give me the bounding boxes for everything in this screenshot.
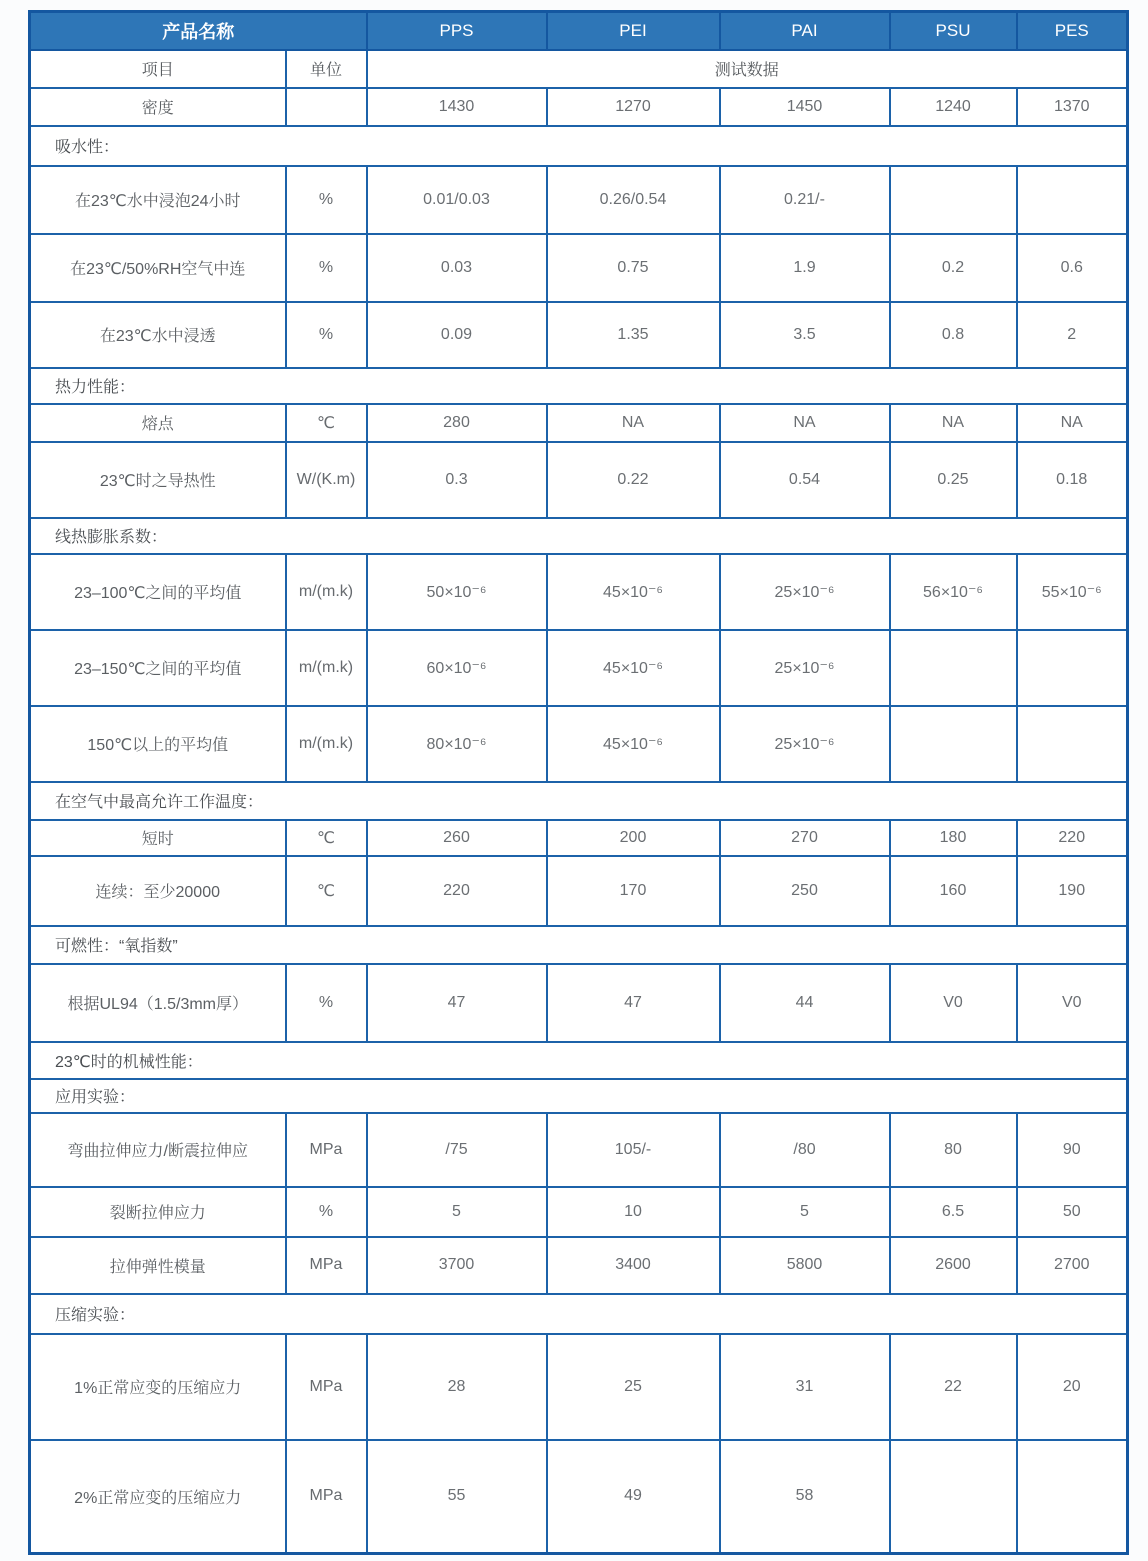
row-label-cell: 根据UL94（1.5/3mm厚） — [30, 964, 286, 1042]
section-row — [30, 926, 1128, 964]
value-cell — [1017, 166, 1128, 234]
table-body — [30, 88, 1128, 1554]
section-label-cell: 吸水性： — [30, 126, 1128, 166]
row-label-cell: 拉伸弹性模量 — [30, 1237, 286, 1294]
section-label-cell: 线热膨胀系数： — [30, 518, 1128, 554]
unit-cell: % — [286, 1187, 367, 1237]
value-cell: 2700 — [1017, 1237, 1128, 1294]
value-cell: 45×10⁻⁶ — [547, 706, 720, 782]
value-cell: 0.2 — [890, 234, 1017, 302]
value-cell: 28 — [367, 1334, 547, 1440]
unit-cell: % — [286, 234, 367, 302]
unit-label-cell: 单位 — [286, 50, 367, 88]
section-label-cell: 应用实验： — [30, 1079, 1128, 1113]
table-row — [30, 1187, 1128, 1237]
section-label-cell: 可燃性：“氧指数” — [30, 926, 1128, 964]
product-header-pei: PEI — [547, 12, 720, 50]
value-cell: 160 — [890, 856, 1017, 926]
section-row — [30, 1079, 1128, 1113]
value-cell: 190 — [1017, 856, 1128, 926]
section-label-cell: 热力性能： — [30, 368, 1128, 404]
value-cell: 47 — [367, 964, 547, 1042]
unit-cell: m/(m.k) — [286, 554, 367, 630]
value-cell: V0 — [890, 964, 1017, 1042]
row-label-cell: 23–100℃之间的平均值 — [30, 554, 286, 630]
value-cell: 20 — [1017, 1334, 1128, 1440]
value-cell: NA — [890, 404, 1017, 442]
section-row — [30, 518, 1128, 554]
unit-cell: MPa — [286, 1334, 367, 1440]
value-cell: 5 — [720, 1187, 890, 1237]
value-cell: 31 — [720, 1334, 890, 1440]
value-cell: 45×10⁻⁶ — [547, 554, 720, 630]
value-cell: 50×10⁻⁶ — [367, 554, 547, 630]
table-row — [30, 1113, 1128, 1187]
unit-cell: W/(K.m) — [286, 442, 367, 518]
row-label-cell: 在23℃/50%RH空气中连 — [30, 234, 286, 302]
value-cell: 1370 — [1017, 88, 1128, 126]
row-label-cell: 连续：至少20000 — [30, 856, 286, 926]
value-cell: 5800 — [720, 1237, 890, 1294]
unit-cell: MPa — [286, 1113, 367, 1187]
product-header-row — [30, 12, 1128, 50]
value-cell: 220 — [1017, 820, 1128, 856]
unit-cell: % — [286, 166, 367, 234]
value-cell: 270 — [720, 820, 890, 856]
section-row — [30, 1294, 1128, 1334]
value-cell: 0.22 — [547, 442, 720, 518]
value-cell — [890, 166, 1017, 234]
test-data-label-cell: 测试数据 — [367, 50, 1128, 88]
value-cell: 1450 — [720, 88, 890, 126]
unit-cell: m/(m.k) — [286, 630, 367, 706]
value-cell: 0.54 — [720, 442, 890, 518]
row-label-cell: 23–150℃之间的平均值 — [30, 630, 286, 706]
value-cell: 0.25 — [890, 442, 1017, 518]
subheader-row — [30, 50, 1128, 88]
unit-cell: ℃ — [286, 820, 367, 856]
value-cell: 1240 — [890, 88, 1017, 126]
product-header-psu: PSU — [890, 12, 1017, 50]
table-row — [30, 820, 1128, 856]
unit-cell: MPa — [286, 1237, 367, 1294]
value-cell: 1.35 — [547, 302, 720, 368]
value-cell: 0.03 — [367, 234, 547, 302]
value-cell: 25×10⁻⁶ — [720, 706, 890, 782]
section-label-cell: 23℃时的机械性能： — [30, 1042, 1128, 1079]
value-cell: 260 — [367, 820, 547, 856]
table-row — [30, 630, 1128, 706]
row-label-cell: 短时 — [30, 820, 286, 856]
value-cell: 80 — [890, 1113, 1017, 1187]
value-cell: 0.8 — [890, 302, 1017, 368]
value-cell — [1017, 706, 1128, 782]
value-cell: 56×10⁻⁶ — [890, 554, 1017, 630]
table-row — [30, 234, 1128, 302]
value-cell: 45×10⁻⁶ — [547, 630, 720, 706]
value-cell: 0.18 — [1017, 442, 1128, 518]
row-label-cell: 23℃时之导热性 — [30, 442, 286, 518]
section-row — [30, 1042, 1128, 1079]
value-cell: 105/- — [547, 1113, 720, 1187]
value-cell: 10 — [547, 1187, 720, 1237]
product-spec-table — [28, 10, 1129, 1555]
value-cell: NA — [720, 404, 890, 442]
unit-cell — [286, 88, 367, 126]
table-row — [30, 404, 1128, 442]
value-cell: 220 — [367, 856, 547, 926]
value-cell: 58 — [720, 1440, 890, 1554]
unit-cell: ℃ — [286, 404, 367, 442]
value-cell: NA — [1017, 404, 1128, 442]
value-cell: 3400 — [547, 1237, 720, 1294]
product-header-pai: PAI — [720, 12, 890, 50]
unit-cell: % — [286, 964, 367, 1042]
value-cell: 0.6 — [1017, 234, 1128, 302]
value-cell: 60×10⁻⁶ — [367, 630, 547, 706]
section-row — [30, 126, 1128, 166]
value-cell: /75 — [367, 1113, 547, 1187]
value-cell: 5 — [367, 1187, 547, 1237]
table-row — [30, 554, 1128, 630]
value-cell — [1017, 1440, 1128, 1554]
value-cell: NA — [547, 404, 720, 442]
row-label-cell: 密度 — [30, 88, 286, 126]
section-row — [30, 368, 1128, 404]
value-cell: 1270 — [547, 88, 720, 126]
value-cell: 25×10⁻⁶ — [720, 554, 890, 630]
unit-cell: ℃ — [286, 856, 367, 926]
value-cell: 6.5 — [890, 1187, 1017, 1237]
value-cell: 2 — [1017, 302, 1128, 368]
product-header-pes: PES — [1017, 12, 1128, 50]
value-cell: 200 — [547, 820, 720, 856]
table-row — [30, 706, 1128, 782]
table-row — [30, 1334, 1128, 1440]
value-cell: 0.09 — [367, 302, 547, 368]
row-label-cell: 弯曲拉伸应力/断震拉伸应 — [30, 1113, 286, 1187]
section-row — [30, 782, 1128, 820]
table-row — [30, 1237, 1128, 1294]
value-cell: 22 — [890, 1334, 1017, 1440]
value-cell: 3.5 — [720, 302, 890, 368]
value-cell: 25×10⁻⁶ — [720, 630, 890, 706]
value-cell: 0.21/- — [720, 166, 890, 234]
value-cell: 0.3 — [367, 442, 547, 518]
row-label-cell: 熔点 — [30, 404, 286, 442]
value-cell: 47 — [547, 964, 720, 1042]
value-cell: 280 — [367, 404, 547, 442]
value-cell: 170 — [547, 856, 720, 926]
unit-cell: m/(m.k) — [286, 706, 367, 782]
value-cell: 1.9 — [720, 234, 890, 302]
row-label-cell: 2%正常应变的压缩应力 — [30, 1440, 286, 1554]
value-cell: 80×10⁻⁶ — [367, 706, 547, 782]
value-cell: 49 — [547, 1440, 720, 1554]
table-row — [30, 166, 1128, 234]
value-cell: 50 — [1017, 1187, 1128, 1237]
value-cell — [890, 630, 1017, 706]
value-cell: 0.26/0.54 — [547, 166, 720, 234]
value-cell: 180 — [890, 820, 1017, 856]
product-name-header: 产品名称 — [30, 12, 367, 50]
table-row — [30, 442, 1128, 518]
value-cell: 55×10⁻⁶ — [1017, 554, 1128, 630]
value-cell — [890, 706, 1017, 782]
value-cell: 55 — [367, 1440, 547, 1554]
row-label-cell: 裂断拉伸应力 — [30, 1187, 286, 1237]
value-cell: 25 — [547, 1334, 720, 1440]
value-cell — [1017, 630, 1128, 706]
value-cell: 2600 — [890, 1237, 1017, 1294]
value-cell: 250 — [720, 856, 890, 926]
value-cell — [890, 1440, 1017, 1554]
value-cell: /80 — [720, 1113, 890, 1187]
value-cell: 0.01/0.03 — [367, 166, 547, 234]
table-row — [30, 856, 1128, 926]
value-cell: 90 — [1017, 1113, 1128, 1187]
row-label-cell: 在23℃水中浸泡24小时 — [30, 166, 286, 234]
unit-cell: % — [286, 302, 367, 368]
table-row — [30, 302, 1128, 368]
row-label-cell: 在23℃水中浸透 — [30, 302, 286, 368]
section-label-cell: 压缩实验： — [30, 1294, 1128, 1334]
unit-cell: MPa — [286, 1440, 367, 1554]
value-cell: 1430 — [367, 88, 547, 126]
product-header-pps: PPS — [367, 12, 547, 50]
value-cell: V0 — [1017, 964, 1128, 1042]
value-cell: 0.75 — [547, 234, 720, 302]
table-row — [30, 964, 1128, 1042]
row-label-cell: 150℃以上的平均值 — [30, 706, 286, 782]
row-label-cell: 1%正常应变的压缩应力 — [30, 1334, 286, 1440]
section-label-cell: 在空气中最高允许工作温度： — [30, 782, 1128, 820]
table-row — [30, 88, 1128, 126]
table-row — [30, 1440, 1128, 1554]
item-label-cell: 项目 — [30, 50, 286, 88]
value-cell: 44 — [720, 964, 890, 1042]
value-cell: 3700 — [367, 1237, 547, 1294]
